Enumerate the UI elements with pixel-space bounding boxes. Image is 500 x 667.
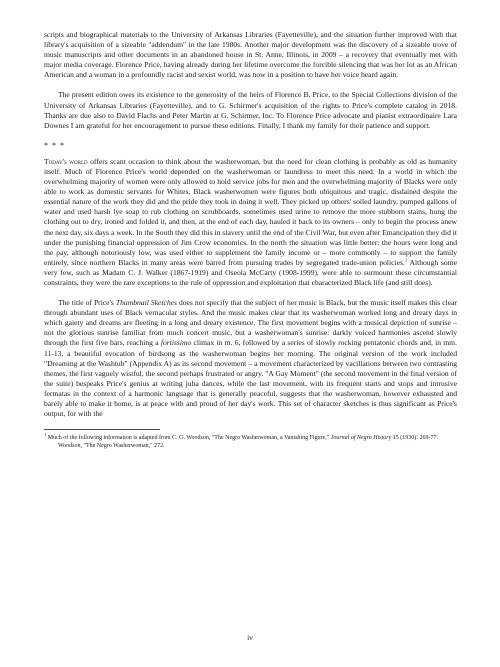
footnote-2: Woodson, "The Negro Washerwoman," 272. [58,443,165,450]
paragraph-acknowledgements: The present edition owes its existence to the generosity of the heirs of Florence B. Price, to the Special Collections division of the University of Arkansas Libraries (Fayetteville), and to G. Schirmer's acquisition of the rights to Price's complete catalog in 2018. Thanks are due also to David Flachs and Peter Martin at G. Schirmer, Inc. To Florence Price advocate and pianist extraordinaire Lara Downes I am grateful for her encouragement to pursue these editions. Finally, I thank my family for their patience and support. [44,90,457,130]
paragraph-sketches-text-c: climax in m. 6, followed by a series of slowly rocking pentatonic chords and, in mm. 11-13, a beautiful evocation of birdsong as the washerwoman begins her morning. The original version of the work included "Dreaming at the Washtub" (Appendix A) as its second movement – a movement characterized by vacillations between two contrasting themes, the first vaguely wistful, the second perhaps frustrated or angry. "A Gay Moment" (the second movement in the final version of the suite) bespeaks Price's genius at writing juba dances, while the last movement, with its frequent starts and stops and intrusive fermatas in the context of a harmonic language that is generally peaceful, suggests that the washerwoman, however exhausted and barely able to make it home, is at peace with and proud of her day's work. This set of character sketches is thus significant as Price's output, for with the [44,338,457,419]
paragraph-sketches-text-b: does not specify that the subject of her music is Black, but the music itself makes this clear through abundant uses of Black vernacular styles. And the music makes clear that its washerwoman worked long and dreary days in which gaiety and dreams are fleeting in a long and dreary existence. The first movement begins with a musical depiction of sunrise – not the glorious sunrise familiar from much concert music, but a washerwoman's sunrise: darkly voiced harmonies ascend slowly through the first five bars, reaching a [44,298,457,348]
footnote-reference-1: 1 [404,257,408,263]
footnote-rule [44,429,160,430]
paragraph-washerwoman-text-b: Although some very few, such as Madam C. J. Walker (1867-1919) and Oseola McCarty (1908-1999), were able to surmount these circumstantial constraints, they were the rare exceptions to the rule of oppression and exploitation that characterized Black life (and still does). [44,257,457,287]
paragraph-archive-history: scripts and biographical materials to the University of Arkansas Libraries (Fayetteville), and the situation further improved with that library's acquisition of a sizeable "addendum" in the late 1980s. Another major development was the discovery of a sizeable trove of music manuscripts and other documents in an abandoned house in St. Anne, Illinois, in 2009 – a recovery that eventually met with major media coverage. Florence Price, having already during her lifetime overcome the forcible silencing that was her lot as an African American and a woman in a profoundly racist and sexist world, was now in a position to have her voice heard again. [44,30,457,80]
paragraph-washerwoman-history [44,157,457,288]
paragraph-washerwoman-text-a: offers scant occasion to think about the washerwoman, but the need for clean clothing is probably as old as humanity itself. Much of Florence Price's world depended on the washerwoman or laundress to meet this need. In a world in which the overwhelming majority of women were only allowed to hold service jobs for men and the overwhelming majority of Blacks were only able to work as domestic servants for Whites, Black washerwomen were figures both ubiquitous and tragic, disdained despite the essential nature of the work they did and the pride they took in doing it well. They picked up others' soiled laundry, pumped gallons of water and used harsh lye soap to rub clothing on scrubboards, sometimes used urine to remove the more stubborn stains, hung the clothing out to dry, ironed and folded it, and then, at the end of each day, hauled it back to its owners – only to begin the process anew the next day, six days a week. In the South they did this in slavery until the end of the Civil War, but even after Emancipation they did it under the punishing financial oppression of Jim Crow economics. In the north the situation was little better: the hours were long and the pay, although notoriously low, was used either to supplement the family income or – more commonly – to support the family entirely, since northern Blacks in many areas were barred from pursuing trades by segregated trade-union policies. [44,156,457,267]
footnote-1-journal: Journal of Negro History [330,435,392,442]
footnote-mark-1: 1 [44,432,47,438]
page-number: iv [247,633,253,642]
work-title: Thumbnail Sketches [115,298,177,308]
section-separator: * * * [44,140,65,150]
dynamic-marking: fortissimo [160,338,192,348]
footnote-1-text: Much of the following information is adapted from C. G. Woodson, "The Negro Washerwoman, a Vanishing Figure," [46,435,331,442]
small-caps-lead: Today's world [44,156,88,166]
paragraph-thumbnail-sketches [44,298,457,419]
paragraph-sketches-text-a: The title of Price's [58,298,116,308]
footnote-1-tail: 15 (1930): 269-77. [391,435,438,442]
footnote-1 [44,434,457,442]
